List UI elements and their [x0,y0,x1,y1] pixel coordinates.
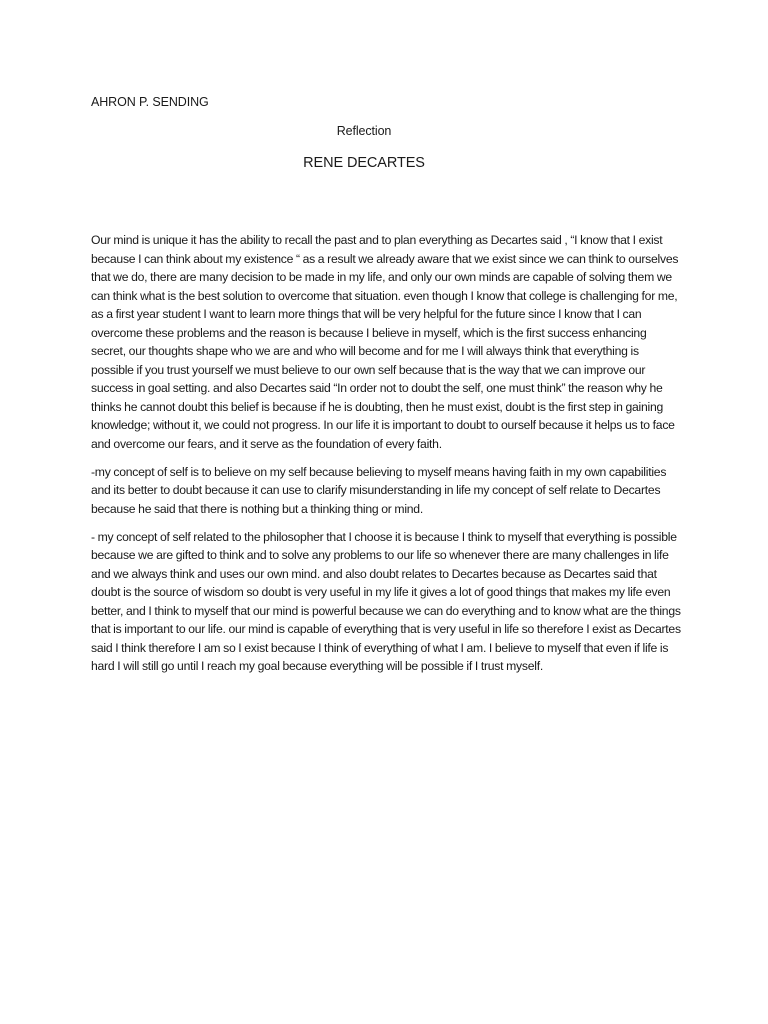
document-label: Reflection [336,124,392,138]
document-body [91,231,681,685]
author-name: AHRON P. SENDING [91,95,209,109]
document-title: RENE DECARTES [303,155,425,171]
paragraph-1: Our mind is unique it has the ability to recall the past and to plan everything as Decartes said , “I know that I exist because I can think about my existence “ as a result we already aware that we exist since we can think to ourselves that we do, there are many decision to be made in my life, and only our own minds are capable of solving them we can think what is the best solution to overcome that situation. even though I know that college is challenging for me, as a first year student I want to learn more things that will be very helpful for the future since I know that I can overcome these problems and the reason is because I believe in myself, which is the first success enhancing secret, our thoughts shape who we are and who will become and for me I will always think that everything is possible if you trust yourself we must believe to our own self because that is the way that we can improve our success in goal setting. and also Decartes said “In order not to doubt the self, one must think” the reason why he thinks he cannot doubt this belief is because if he is doubting, then he must exist, doubt is the first step in gaining knowledge; without it, we could not progress. In our life it is important to doubt to ourself because it helps us to face and overcome our fears, and it serve as the foundation of every faith. [91,233,679,451]
paragraph-2: -my concept of self is to believe on my self because believing to myself means having faith in my own capabilities and its better to doubt because it can use to clarify misunderstanding in life my concept of self relate to Decartes because he said that there is nothing but a thinking thing or mind. [91,464,667,516]
paragraph-3: - my concept of self related to the philosopher that I choose it is because I think to myself that everything is possible because we are gifted to think and to solve any problems to our life so whenever there are many challenges in life and we always think and uses our own mind. and also doubt relates to Decartes because as Decartes said that doubt is the source of wisdom so doubt is very useful in my life it gives a lot of good things that makes my life even better, and I think to myself that our mind is powerful because we can do everything and to know what are the things that is important to our life. our mind is capable of everything that is very useful in life so therefore I exist as Decartes said I think therefore I am so I exist because I think of everything of what I am. I believe to myself that even if life is hard I will still go until I reach my goal because everything will be possible if I trust myself. [91,529,681,673]
